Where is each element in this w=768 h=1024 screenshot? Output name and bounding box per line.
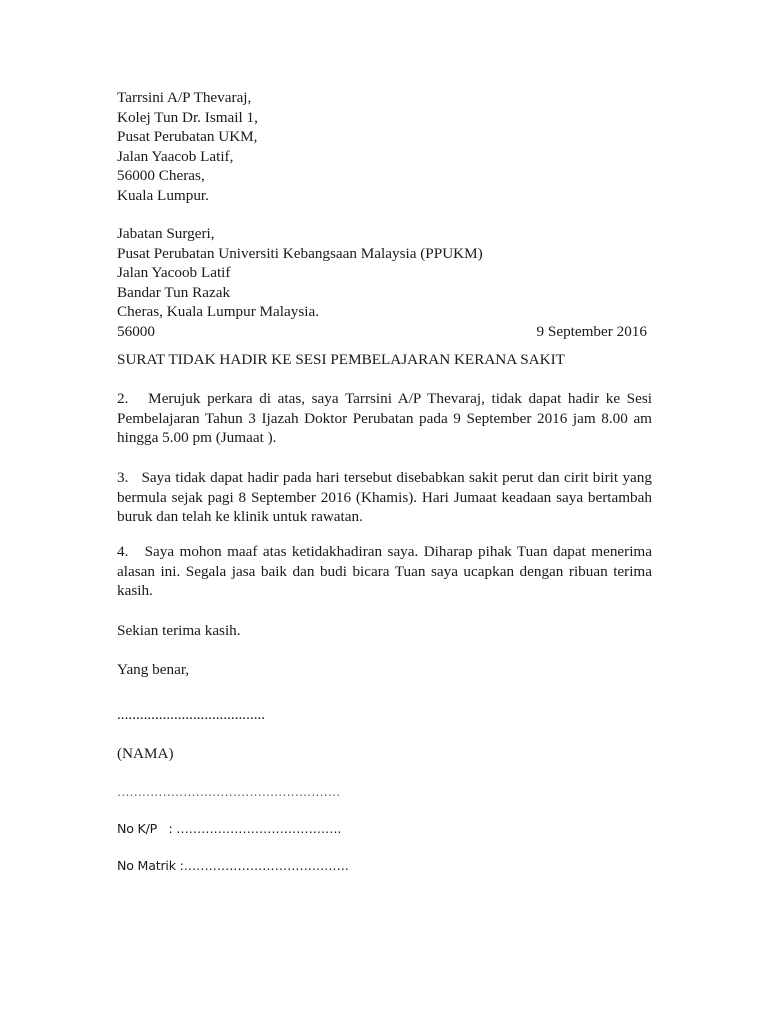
sender-address bbox=[117, 88, 652, 205]
sender-address-line: Kolej Tun Dr. Ismail 1, bbox=[117, 108, 258, 126]
recipient-address-line: Jabatan Surgeri, bbox=[117, 225, 215, 242]
sender-address-line: Pusat Perubatan UKM, bbox=[117, 128, 258, 145]
sender-address-line: Kuala Lumpur. bbox=[117, 186, 209, 204]
recipient-address bbox=[117, 224, 652, 341]
paragraph-4: 4. Saya mohon maaf atas ketidakhadiran saya. Diharap pihak Tuan dapat menerima alasan ini. Segala jasa baik dan budi bicara Tuan saya ucapkan dengan ribuan terima kasih. bbox=[117, 543, 652, 599]
postcode: 56000 bbox=[117, 322, 155, 340]
signature-line: ....................................... bbox=[117, 706, 266, 723]
kp-row bbox=[117, 821, 652, 836]
matrik-row bbox=[117, 858, 652, 873]
matrik-dotted-line: :…………………………………. bbox=[175, 858, 349, 873]
recipient-address-line: Jalan Yacoob Latif bbox=[117, 264, 231, 281]
sign-off: Yang benar, bbox=[117, 661, 190, 678]
sender-address-line: Tarrsini A/P Thevaraj, bbox=[117, 89, 252, 106]
name-placeholder: (NAMA) bbox=[117, 745, 174, 762]
paragraph-3: 3. Saya tidak dapat hadir pada hari tersebut disebabkan sakit perut dan cirit birit yang bermula sejak pagi 8 September 2016 (Khamis). Hari Jumaat keadaan saya bertambah buruk dan telah ke klinik untuk rawatan. bbox=[117, 469, 652, 525]
closing-text: Sekian terima kasih. bbox=[117, 622, 241, 639]
postcode-date-row bbox=[117, 322, 652, 342]
sender-address-line: 56000 Cheras, bbox=[117, 167, 205, 184]
kp-dotted-line: : …………………………………. bbox=[157, 821, 342, 836]
paragraph-2: 2. Merujuk perkara di atas, saya Tarrsini A/P Thevaraj, tidak dapat hadir ke Sesi Pembelajaran Tahun 3 Ijazah Doktor Perubatan pada 9 September 2016 jam 8.00 am hingga 5.00 pm (Jumaat ). bbox=[117, 390, 652, 446]
letter-date: 9 September 2016 bbox=[536, 322, 647, 340]
sender-address-line: Jalan Yaacob Latif, bbox=[117, 147, 234, 165]
name-dotted-line: ……………………………………………… bbox=[117, 784, 341, 799]
recipient-address-line: Bandar Tun Razak bbox=[117, 283, 231, 301]
kp-label: No K/P bbox=[117, 821, 158, 836]
letter-subject: SURAT TIDAK HADIR KE SESI PEMBELAJARAN KERANA SAKIT bbox=[117, 351, 565, 368]
matrik-label: No Matrik bbox=[117, 858, 176, 873]
recipient-address-line: Pusat Perubatan Universiti Kebangsaan Malaysia (PPUKM) bbox=[117, 244, 483, 262]
recipient-address-line: Cheras, Kuala Lumpur Malaysia. bbox=[117, 303, 320, 320]
